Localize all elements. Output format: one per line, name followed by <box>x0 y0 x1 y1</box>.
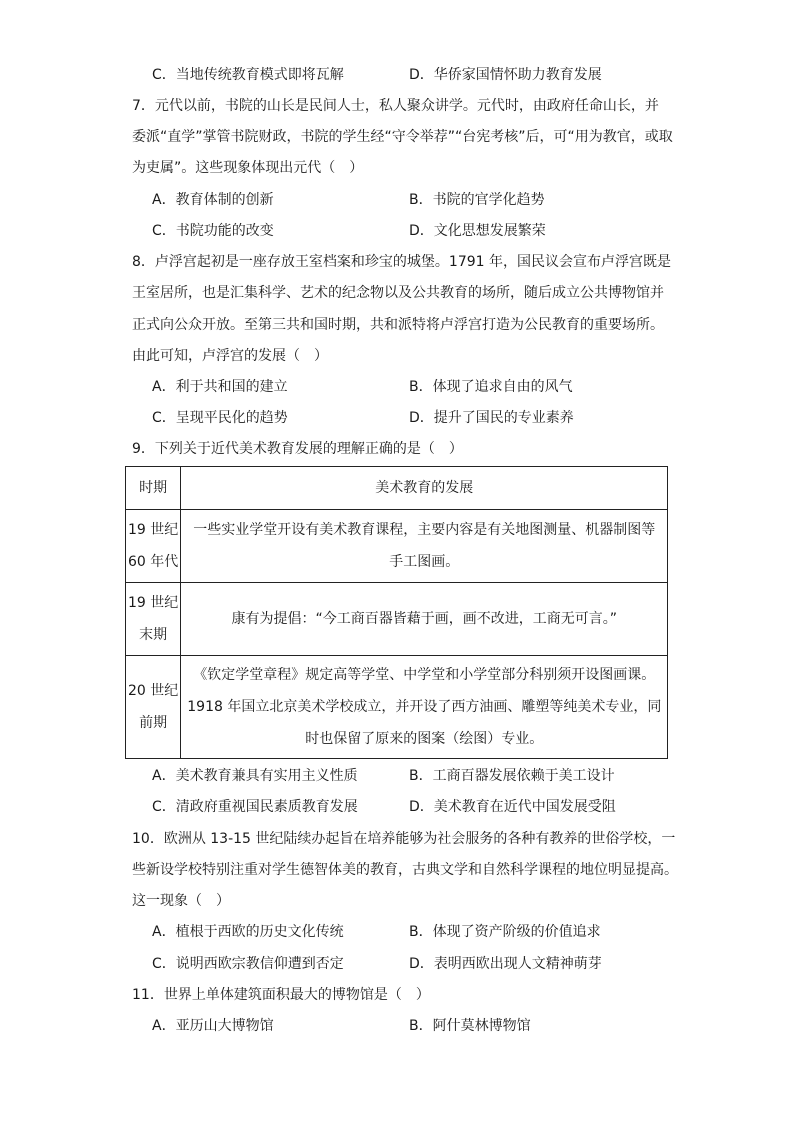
content-line: 一些实业学堂开设有美术教育课程，主要内容是有关地图测量、机器制图等 <box>193 522 656 538</box>
q10-stem-line-1: 10．欧洲从 13-15 世纪陆续办起旨在培养能够为社会服务的各种有教养的世俗学校，一 <box>132 831 676 847</box>
q8-option-b[interactable]: B．体现了追求自由的风气 <box>409 379 573 395</box>
q7-stem-line-1: 7．元代以前，书院的山长是民间人士，私人聚众讲学。元代时，由政府任命山长，并 <box>132 98 659 114</box>
table-row <box>126 510 668 583</box>
content-line: 手工图画。 <box>389 554 460 570</box>
period-line: 19 世纪 <box>128 522 179 538</box>
q8-stem-line-4: 由此可知，卢浮宫的发展（ ） <box>132 348 328 364</box>
q11-option-a[interactable]: A．亚历山大博物馆 <box>152 1018 274 1034</box>
content-line: 康有为提倡：“今工商百器皆藉于画，画不改进，工商无可言。” <box>231 611 618 627</box>
q7-option-b[interactable]: B．书院的官学化趋势 <box>409 192 545 208</box>
period-line: 60 年代 <box>128 554 179 570</box>
q8-option-c[interactable]: C．呈现平民化的趋势 <box>152 410 288 426</box>
table-cell-period <box>126 510 181 583</box>
q11-option-b[interactable]: B．阿什莫林博物馆 <box>409 1018 531 1034</box>
q9-option-b[interactable]: B．工商百器发展依赖于美工设计 <box>409 768 615 784</box>
table-row <box>126 583 668 656</box>
q8-option-d[interactable]: D．提升了国民的专业素养 <box>409 410 574 426</box>
q7-option-d[interactable]: D．文化思想发展繁荣 <box>409 223 546 239</box>
table-row <box>126 656 668 759</box>
q7-stem-line-2: 委派“直学”掌管书院财政，书院的学生经“守令举荐”“台宪考核”后，可“用为教官，或取 <box>132 129 673 145</box>
content-line: 1918 年国立北京美术学校成立，并开设了西方油画、雕塑等纯美术专业，同 <box>187 699 662 715</box>
period-line: 20 世纪 <box>128 683 179 699</box>
q7-option-c[interactable]: C．书院功能的改变 <box>152 223 274 239</box>
q8-stem-line-1: 8．卢浮宫起初是一座存放王室档案和珍宝的城堡。1791 年，国民议会宣布卢浮宫既是 <box>132 254 671 270</box>
q8-stem-line-2: 王室居所，也是汇集科学、艺术的纪念物以及公共教育的场所，随后成立公共博物馆并 <box>132 285 664 301</box>
q9-option-d[interactable]: D．美术教育在近代中国发展受阻 <box>409 799 616 815</box>
table-header-row <box>126 467 668 510</box>
period-line: 19 世纪 <box>128 595 179 611</box>
content-line: 时也保留了原来的图案（绘图）专业。 <box>305 731 544 747</box>
q10-option-a[interactable]: A．植根于西欧的历史文化传统 <box>152 924 344 940</box>
q10-option-b[interactable]: B．体现了资产阶级的价值追求 <box>409 924 601 940</box>
q10-option-d[interactable]: D．表明西欧出现人文精神萌芽 <box>409 956 602 972</box>
table-header-period: 时期 <box>126 467 181 510</box>
q8-stem-line-3: 正式向公众开放。至第三共和国时期，共和派特将卢浮宫打造为公民教育的重要场所。 <box>132 317 664 333</box>
q10-stem-line-3: 这一现象（ ） <box>132 893 230 909</box>
table-cell-content <box>181 583 668 656</box>
table-header-development: 美术教育的发展 <box>181 467 668 510</box>
art-education-table <box>125 466 668 759</box>
q6-option-c[interactable]: C．当地传统教育模式即将瓦解 <box>152 67 344 83</box>
q11-stem: 11．世界上单体建筑面积最大的博物馆是（ ） <box>132 987 430 1003</box>
q7-stem-line-3: 为吏属”。这些现象体现出元代（ ） <box>132 160 364 176</box>
q7-option-a[interactable]: A．教育体制的创新 <box>152 192 274 208</box>
table-cell-period <box>126 583 181 656</box>
q6-option-d[interactable]: D．华侨家国情怀助力教育发展 <box>409 67 602 83</box>
q9-option-c[interactable]: C．清政府重视国民素质教育发展 <box>152 799 358 815</box>
q8-option-a[interactable]: A．利于共和国的建立 <box>152 379 288 395</box>
table-cell-content <box>181 656 668 759</box>
q9-option-a[interactable]: A．美术教育兼具有实用主义性质 <box>152 768 358 784</box>
q10-stem-line-2: 些新设学校特别注重对学生德智体美的教育，古典文学和自然科学课程的地位明显提高。 <box>132 862 678 878</box>
q9-stem: 9．下列关于近代美术教育发展的理解正确的是（ ） <box>132 441 463 457</box>
q10-option-c[interactable]: C．说明西欧宗教信仰遭到否定 <box>152 956 344 972</box>
period-line: 末期 <box>139 627 168 643</box>
table-cell-content <box>181 510 668 583</box>
table-cell-period <box>126 656 181 759</box>
period-line: 前期 <box>139 715 168 731</box>
content-line: 《钦定学堂章程》规定高等学堂、中学堂和小学堂部分科别须开设图画课。 <box>193 667 656 683</box>
